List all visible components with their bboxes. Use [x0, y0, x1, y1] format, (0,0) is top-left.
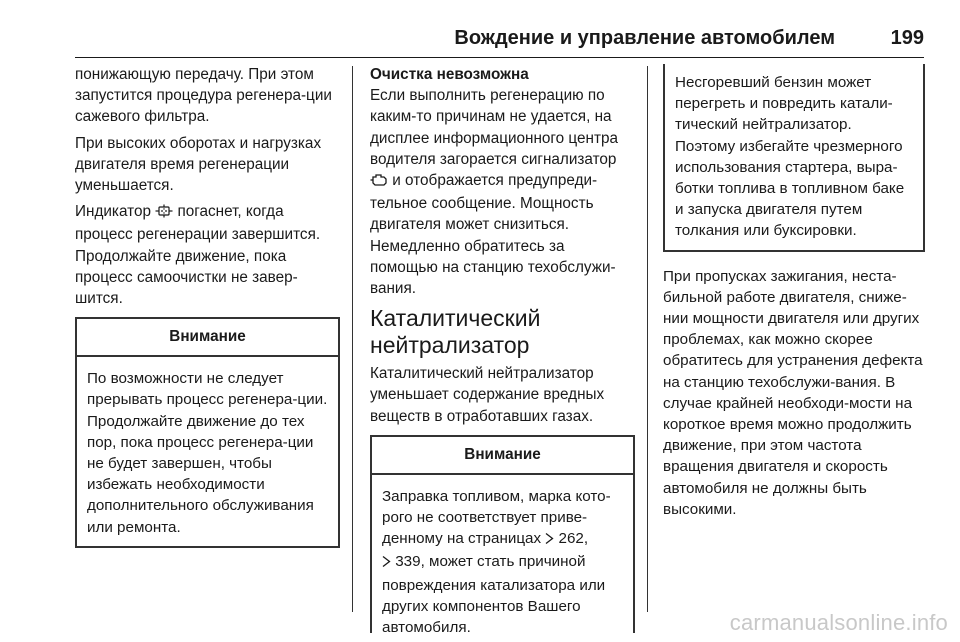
- paragraph: Каталитический нейтрализатор уменьшает содержание вредных веществ в отработавших газах.: [370, 365, 605, 425]
- header-rule: [75, 57, 924, 58]
- watermark: carmanualsonline.info: [729, 610, 948, 635]
- page-reference-link[interactable]: 339: [395, 553, 421, 571]
- notice-body: По возможности не следует прерывать процесс регенера-ции. Продолжайте движение до тех пор, пока процесс регенера-ции не будет завершен, чтобы избежать необходимости дополнительного обслуживания или ремонта.: [87, 370, 328, 536]
- paragraph: При высоких оборотах и нагрузках двигателя время регенерации уменьшается.: [75, 134, 322, 195]
- column-2: [370, 64, 635, 637]
- check-engine-icon: [370, 172, 388, 193]
- section-title: Каталитический нейтрализатор: [370, 305, 541, 359]
- paragraph: При пропусках зажигания, неста-бильной работе двигателя, сниже-нии мощности двигателя или других проблемах, как можно скорее обратитесь для устранения дефекта на станцию техобслужи-вания. В случае крайней необходи-мости на короткое время можно продолжить движение, при этом частота вращения двигателя и скорость автомобиля не должны быть высокими.: [663, 267, 923, 518]
- column-divider-2: [647, 66, 648, 612]
- notice-body: Заправка топливом, марка кото-рого не соответствует приве-денному на страницах 262, 339, может стать причиной повреждения катализатора или других компонентов Вашего автомобиля.: [382, 487, 611, 637]
- warning-notice: [75, 317, 340, 548]
- page-reference-icon: [545, 530, 554, 551]
- notice-title: Внимание: [77, 319, 338, 357]
- diesel-particle-filter-icon: [155, 203, 173, 224]
- paragraph: понижающую передачу. При этом запустится процедура регенера-ции сажевого фильтра.: [75, 66, 332, 126]
- warning-notice: [370, 435, 635, 637]
- chapter-title: Вождение и управление автомобилем: [454, 27, 835, 49]
- paragraph: Если выполнить регенерацию по каким-то причинам не удается, на дисплее информационного центра водителя загорается сигнализатор и отображается предупреди-тельное сообщение. Мощность двигателя может снизиться. Немедленно обратитесь за помощью на станцию техобслужи-вания.: [370, 87, 618, 298]
- column-3: [663, 64, 925, 525]
- column-divider-1: [352, 66, 353, 612]
- column-1: [75, 64, 340, 548]
- paragraph: Индикатор погаснет, когда процесс регенерации завершится. Продолжайте движение, пока процесс самоочистки не завер-шится.: [75, 203, 321, 308]
- page-reference-icon: [382, 553, 391, 574]
- section-subheading: Очистка невозможна: [370, 66, 529, 83]
- page-header: [0, 0, 960, 57]
- warning-notice-continued: Несгоревший бензин может перегреть и повредить катали-тический нейтрализатор. Поэтому избегайте чрезмерного использования стартера, выра-ботки топлива в топливном баке и запуска двигателя путем толкания или буксировки.: [663, 64, 925, 252]
- notice-title: Внимание: [372, 437, 633, 475]
- page-number: 199: [890, 27, 924, 49]
- page-reference-link[interactable]: 262,: [558, 530, 589, 548]
